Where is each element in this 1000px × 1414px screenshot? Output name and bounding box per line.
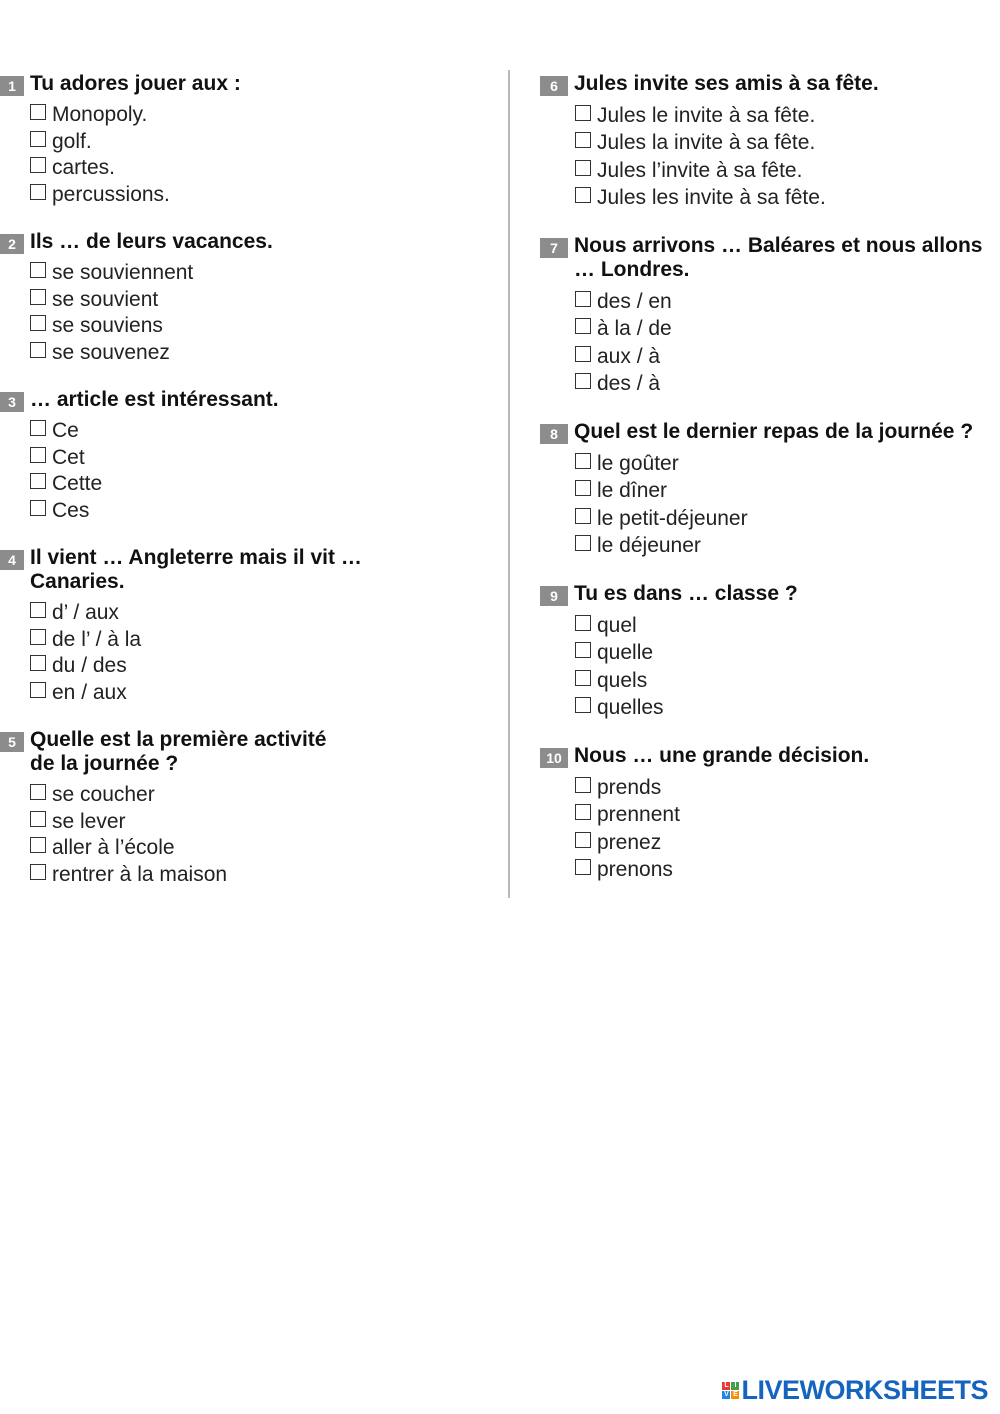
question-text bbox=[30, 728, 326, 776]
answer-options bbox=[30, 102, 500, 208]
answer-option[interactable] bbox=[575, 533, 1000, 561]
answer-option[interactable] bbox=[30, 835, 500, 862]
answer-label: en / aux bbox=[52, 680, 127, 704]
question-header bbox=[0, 230, 500, 254]
question-text bbox=[30, 72, 241, 96]
logo-icon-tile: I bbox=[731, 1382, 739, 1390]
question-header bbox=[540, 420, 1000, 444]
answer-label: rentrer à la maison bbox=[52, 862, 228, 886]
answer-option[interactable] bbox=[30, 782, 500, 809]
answer-option[interactable] bbox=[30, 471, 500, 498]
answer-label: Jules le invite à sa fête. bbox=[597, 103, 816, 127]
answer-label: prenons bbox=[597, 858, 673, 882]
question-9 bbox=[540, 582, 1000, 722]
answer-label: se souvenez bbox=[52, 340, 170, 364]
question-header bbox=[0, 388, 500, 412]
question-text-line: Il vient … Angleterre mais il vit … bbox=[30, 546, 362, 569]
question-8 bbox=[540, 420, 1000, 560]
answer-checkbox[interactable] bbox=[575, 859, 591, 875]
answer-checkbox[interactable] bbox=[575, 105, 591, 121]
answer-options bbox=[30, 260, 500, 366]
question-7 bbox=[540, 234, 1000, 398]
question-text-line: Tu adores jouer aux : bbox=[30, 72, 241, 95]
answer-label: Jules les invite à sa fête. bbox=[597, 186, 826, 210]
answer-option[interactable] bbox=[575, 316, 1000, 344]
answer-checkbox[interactable] bbox=[30, 157, 46, 173]
liveworksheets-logo bbox=[722, 1375, 988, 1406]
question-text bbox=[574, 582, 798, 606]
answer-option[interactable] bbox=[575, 774, 1000, 802]
answer-option[interactable] bbox=[30, 809, 500, 836]
answer-checkbox[interactable] bbox=[575, 670, 591, 686]
answer-label: quels bbox=[597, 668, 648, 692]
answer-checkbox[interactable] bbox=[30, 342, 46, 358]
answer-checkbox[interactable] bbox=[30, 473, 46, 489]
answer-option[interactable] bbox=[30, 600, 500, 627]
question-header bbox=[0, 546, 500, 594]
answer-option[interactable] bbox=[575, 102, 1000, 130]
answer-options bbox=[575, 774, 1000, 884]
question-4 bbox=[0, 546, 500, 706]
answer-label: prenez bbox=[597, 830, 662, 854]
answer-option[interactable] bbox=[30, 445, 500, 472]
question-3 bbox=[0, 388, 500, 524]
answer-label: Monopoly. bbox=[52, 103, 148, 127]
answer-option[interactable] bbox=[575, 505, 1000, 533]
answer-option[interactable] bbox=[575, 130, 1000, 158]
answer-option[interactable] bbox=[575, 288, 1000, 316]
answer-label: d’ / aux bbox=[52, 601, 119, 625]
question-header bbox=[540, 72, 1000, 96]
answer-option[interactable] bbox=[575, 612, 1000, 640]
answer-options bbox=[575, 450, 1000, 560]
answer-option[interactable] bbox=[575, 640, 1000, 668]
answer-option[interactable] bbox=[30, 129, 500, 156]
question-text bbox=[30, 546, 362, 594]
answer-option[interactable] bbox=[575, 185, 1000, 213]
question-text-line: Nous arrivons … Baléares et nous allons bbox=[574, 234, 983, 257]
answer-options bbox=[575, 288, 1000, 398]
answer-checkbox[interactable] bbox=[575, 697, 591, 713]
answer-checkbox[interactable] bbox=[30, 682, 46, 698]
answer-checkbox[interactable] bbox=[575, 318, 591, 334]
question-1 bbox=[0, 72, 500, 208]
answer-label: se souviens bbox=[52, 314, 163, 338]
answer-label: le déjeuner bbox=[597, 534, 701, 558]
answer-options bbox=[30, 418, 500, 524]
question-text bbox=[574, 420, 973, 444]
question-number-badge: 7 bbox=[540, 238, 568, 258]
question-text bbox=[574, 234, 1000, 282]
answer-label: quelle bbox=[597, 641, 654, 665]
answer-label: des / à bbox=[597, 372, 661, 396]
question-number-badge: 1 bbox=[0, 76, 24, 96]
answer-checkbox[interactable] bbox=[30, 864, 46, 880]
answer-label: le goûter bbox=[597, 451, 679, 475]
logo-text: LIVEWORKSHEETS bbox=[741, 1375, 988, 1405]
answer-option[interactable] bbox=[575, 802, 1000, 830]
answer-label: prennent bbox=[597, 803, 680, 827]
answer-checkbox[interactable] bbox=[575, 346, 591, 362]
question-text-line: Canaries. bbox=[30, 570, 125, 593]
answer-checkbox[interactable] bbox=[575, 132, 591, 148]
answer-option[interactable] bbox=[30, 182, 500, 209]
answer-checkbox[interactable] bbox=[30, 811, 46, 827]
answer-label: de l’ / à la bbox=[52, 627, 142, 651]
question-text bbox=[574, 72, 879, 96]
answer-label: percussions. bbox=[52, 182, 170, 206]
answer-option[interactable] bbox=[575, 667, 1000, 695]
question-6 bbox=[540, 72, 1000, 212]
column-divider bbox=[508, 70, 510, 898]
answer-label: du / des bbox=[52, 654, 127, 678]
question-header bbox=[540, 744, 1000, 768]
answer-checkbox[interactable] bbox=[30, 104, 46, 120]
answer-option[interactable] bbox=[575, 829, 1000, 857]
answer-label: prends bbox=[597, 775, 662, 799]
question-text bbox=[30, 388, 279, 412]
answer-label: golf. bbox=[52, 129, 92, 153]
answer-label: cartes. bbox=[52, 156, 116, 180]
answer-label: Cette bbox=[52, 472, 103, 496]
answer-label: des / en bbox=[597, 289, 672, 313]
question-header bbox=[540, 582, 1000, 606]
question-header bbox=[0, 72, 500, 96]
answer-checkbox[interactable] bbox=[30, 184, 46, 200]
answer-checkbox[interactable] bbox=[575, 832, 591, 848]
answer-checkbox[interactable] bbox=[575, 777, 591, 793]
answer-label: Jules la invite à sa fête. bbox=[597, 131, 816, 155]
answer-label: Ce bbox=[52, 419, 79, 443]
question-text-line: Quel est le dernier repas de la journée ? bbox=[574, 420, 974, 443]
answer-label: à la / de bbox=[597, 317, 672, 341]
question-text-line: Tu es dans … classe ? bbox=[574, 582, 798, 605]
answer-checkbox[interactable] bbox=[30, 629, 46, 645]
answer-checkbox[interactable] bbox=[30, 420, 46, 436]
answer-option[interactable] bbox=[575, 371, 1000, 399]
answer-checkbox[interactable] bbox=[30, 131, 46, 147]
left-column bbox=[0, 72, 500, 910]
answer-checkbox[interactable] bbox=[30, 289, 46, 305]
answer-checkbox[interactable] bbox=[30, 447, 46, 463]
question-text bbox=[574, 744, 869, 768]
answer-option[interactable] bbox=[30, 102, 500, 129]
answer-option[interactable] bbox=[30, 498, 500, 525]
answer-option[interactable] bbox=[30, 340, 500, 367]
answer-label: le dîner bbox=[597, 479, 668, 503]
question-number-badge: 3 bbox=[0, 392, 24, 412]
answer-options bbox=[30, 782, 500, 888]
answer-checkbox[interactable] bbox=[575, 480, 591, 496]
answer-checkbox[interactable] bbox=[575, 508, 591, 524]
answer-label: se souvient bbox=[52, 287, 159, 311]
answer-option[interactable] bbox=[30, 653, 500, 680]
right-column bbox=[540, 72, 1000, 906]
answer-checkbox[interactable] bbox=[30, 602, 46, 618]
answer-options bbox=[575, 102, 1000, 212]
answer-option[interactable] bbox=[30, 627, 500, 654]
answer-label: quelles bbox=[597, 696, 664, 720]
answer-label: Cet bbox=[52, 445, 85, 469]
question-10 bbox=[540, 744, 1000, 884]
question-header bbox=[0, 728, 500, 776]
answer-option[interactable] bbox=[575, 157, 1000, 185]
question-2 bbox=[0, 230, 500, 366]
question-text-line: Ils … de leurs vacances. bbox=[30, 230, 273, 253]
answer-label: se coucher bbox=[52, 783, 155, 807]
answer-option[interactable] bbox=[575, 450, 1000, 478]
logo-icon-tile: E bbox=[733, 1391, 738, 1398]
question-text-line: de la journée ? bbox=[30, 752, 179, 775]
answer-label: se lever bbox=[52, 809, 126, 833]
question-5 bbox=[0, 728, 500, 888]
answer-option[interactable] bbox=[30, 260, 500, 287]
answer-checkbox[interactable] bbox=[30, 784, 46, 800]
answer-option[interactable] bbox=[575, 857, 1000, 885]
answer-option[interactable] bbox=[30, 418, 500, 445]
answer-option[interactable] bbox=[30, 287, 500, 314]
question-header bbox=[540, 234, 1000, 282]
answer-label: Ces bbox=[52, 498, 90, 522]
answer-options bbox=[30, 600, 500, 706]
answer-option[interactable] bbox=[30, 313, 500, 340]
answer-checkbox[interactable] bbox=[30, 500, 46, 516]
question-number-badge: 10 bbox=[540, 748, 568, 768]
answer-checkbox[interactable] bbox=[575, 615, 591, 631]
question-text-line: Nous … une grande décision. bbox=[574, 744, 870, 767]
question-number-badge: 5 bbox=[0, 732, 24, 752]
question-number-badge: 6 bbox=[540, 76, 568, 96]
answer-label: aux / à bbox=[597, 344, 661, 368]
question-number-badge: 9 bbox=[540, 586, 568, 606]
answer-option[interactable] bbox=[575, 343, 1000, 371]
question-number-badge: 4 bbox=[0, 550, 24, 570]
answer-checkbox[interactable] bbox=[30, 262, 46, 278]
answer-options bbox=[575, 612, 1000, 722]
answer-label: quel bbox=[597, 613, 637, 637]
answer-checkbox[interactable] bbox=[575, 187, 591, 203]
answer-checkbox[interactable] bbox=[30, 837, 46, 853]
answer-checkbox[interactable] bbox=[575, 453, 591, 469]
logo-icon-tile: L bbox=[724, 1382, 729, 1389]
answer-checkbox[interactable] bbox=[30, 655, 46, 671]
answer-label: se souviennent bbox=[52, 261, 194, 285]
question-text-line: … article est intéressant. bbox=[30, 388, 279, 411]
answer-checkbox[interactable] bbox=[575, 160, 591, 176]
question-text-line: … Londres. bbox=[574, 258, 690, 281]
answer-label: aller à l’école bbox=[52, 836, 175, 860]
logo-icon-tile: V bbox=[724, 1391, 729, 1398]
logo-icon bbox=[722, 1382, 739, 1399]
question-text bbox=[30, 230, 273, 254]
answer-checkbox[interactable] bbox=[575, 373, 591, 389]
answer-checkbox[interactable] bbox=[575, 291, 591, 307]
answer-option[interactable] bbox=[30, 862, 500, 889]
answer-label: Jules l’invite à sa fête. bbox=[597, 158, 803, 182]
answer-option[interactable] bbox=[30, 155, 500, 182]
answer-option[interactable] bbox=[575, 695, 1000, 723]
answer-checkbox[interactable] bbox=[30, 315, 46, 331]
question-text-line: Jules invite ses amis à sa fête. bbox=[574, 72, 879, 95]
question-number-badge: 2 bbox=[0, 234, 24, 254]
question-text-line: Quelle est la première activité bbox=[30, 728, 327, 751]
answer-option[interactable] bbox=[30, 680, 500, 707]
answer-label: le petit-déjeuner bbox=[597, 506, 748, 530]
answer-checkbox[interactable] bbox=[575, 804, 591, 820]
answer-checkbox[interactable] bbox=[575, 535, 591, 551]
question-number-badge: 8 bbox=[540, 424, 568, 444]
answer-checkbox[interactable] bbox=[575, 642, 591, 658]
answer-option[interactable] bbox=[575, 478, 1000, 506]
